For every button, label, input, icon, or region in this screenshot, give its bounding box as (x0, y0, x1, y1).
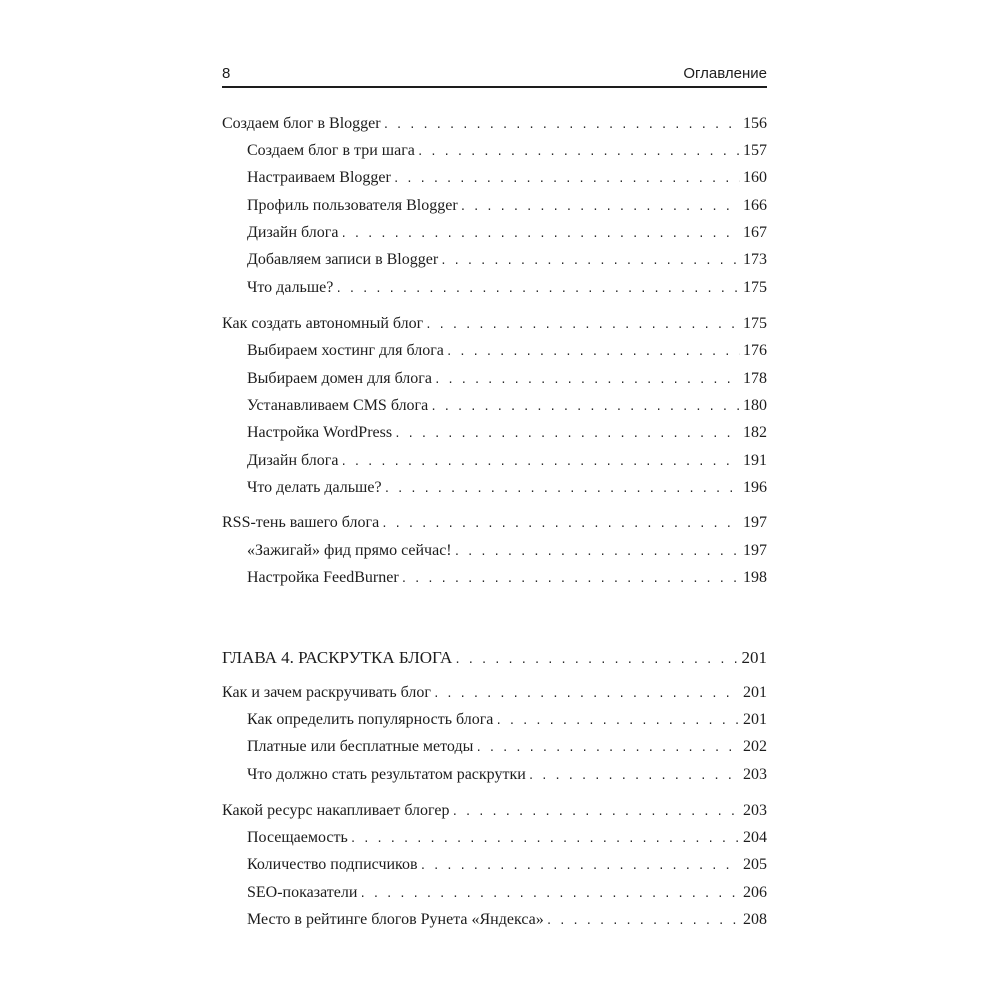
toc-entry-page: 157 (743, 142, 767, 159)
toc-entry-title: SEO-показатели (247, 884, 358, 901)
page-number: 8 (222, 65, 231, 82)
toc-subsection-entry (247, 709, 767, 731)
toc-entry-title: Настройка WordPress (247, 424, 393, 441)
toc-entry-page: 205 (743, 856, 767, 873)
toc-entry-title: Как определить популярность блога (247, 711, 494, 728)
dot-leader (381, 513, 740, 535)
dot-leader (546, 910, 740, 932)
toc-entry-page: 176 (743, 342, 767, 359)
toc-subsection-entry (247, 395, 767, 417)
dot-leader (528, 765, 740, 787)
toc-subsection-entry (247, 249, 767, 271)
toc-section-entry (222, 682, 767, 704)
toc-subsection-entry (247, 882, 767, 904)
toc-subsection-entry (247, 368, 767, 390)
toc-entry-title: Устанавливаем CMS блога (247, 397, 429, 414)
dot-leader (430, 396, 740, 418)
toc-section-entry (222, 512, 767, 534)
dot-leader (420, 855, 740, 877)
running-header-title: Оглавление (683, 65, 767, 82)
toc-subsection-entry (247, 540, 767, 562)
toc-entry-title: Настройка FeedBurner (247, 569, 399, 586)
toc-entry-page: 203 (743, 802, 767, 819)
toc-section-entry (222, 113, 767, 135)
toc-subsection-entry (247, 277, 767, 299)
toc-entry-title: Что делать дальше? (247, 479, 382, 496)
toc-entry-page: 167 (743, 224, 767, 241)
dot-leader (394, 423, 740, 445)
dot-leader (393, 168, 740, 190)
dot-leader (446, 341, 740, 363)
toc-chapter-entry (222, 647, 767, 669)
toc-entry-page: 201 (743, 684, 767, 701)
dot-leader (452, 801, 741, 823)
dot-leader (460, 196, 740, 218)
toc-entry-page: 175 (743, 315, 767, 332)
dot-leader (384, 478, 740, 500)
toc-subsection-entry (247, 736, 767, 758)
toc-entry-title: Что дальше? (247, 279, 334, 296)
toc-entry-title: Как создать автономный блог (222, 315, 424, 332)
dot-leader (495, 710, 740, 732)
toc-entry-title: Создаем блог в три шага (247, 142, 415, 159)
toc-subsection-entry (247, 477, 767, 499)
toc-chapter-title: ГЛАВА 4. РАСКРУТКА БЛОГА (222, 648, 453, 667)
table-of-contents (222, 0, 767, 1000)
toc-entry-page: 191 (743, 452, 767, 469)
toc-entry-title: Дизайн блога (247, 452, 339, 469)
toc-entry-title: Профиль пользователя Blogger (247, 197, 458, 214)
dot-leader (401, 568, 740, 590)
toc-subsection-entry (247, 340, 767, 362)
toc-entry-title: Дизайн блога (247, 224, 339, 241)
toc-entry-page: 180 (743, 397, 767, 414)
dot-leader (359, 883, 740, 905)
toc-subsection-entry (247, 764, 767, 786)
toc-entry-title: Настраиваем Blogger (247, 169, 391, 186)
toc-subsection-entry (247, 567, 767, 589)
toc-subsection-entry (247, 450, 767, 472)
toc-entry-page: 206 (743, 884, 767, 901)
toc-subsection-entry (247, 222, 767, 244)
toc-entry-page: 201 (743, 711, 767, 728)
toc-entry-page: 175 (743, 279, 767, 296)
toc-entry-page: 202 (743, 738, 767, 755)
dot-leader (340, 223, 740, 245)
toc-entry-title: Какой ресурс накапливает блогер (222, 802, 450, 819)
toc-entry-title: Место в рейтинге блогов Рунета «Яндекса» (247, 911, 544, 928)
toc-entry-title: Выбираем хостинг для блога (247, 342, 444, 359)
toc-subsection-entry (247, 854, 767, 876)
toc-entry-page: 178 (743, 370, 767, 387)
toc-entry-page: 198 (743, 569, 767, 586)
toc-entry-title: RSS-тень вашего блога (222, 514, 380, 531)
toc-entry-page: 203 (743, 766, 767, 783)
dot-leader (454, 541, 740, 563)
toc-entry-page: 197 (743, 514, 767, 531)
toc-entry-title: Посещаемость (247, 829, 348, 846)
toc-entry-page: 160 (743, 169, 767, 186)
dot-leader (433, 683, 740, 705)
toc-entry-page: 156 (743, 115, 767, 132)
toc-entry-page: 204 (743, 829, 767, 846)
toc-subsection-entry (247, 827, 767, 849)
dot-leader (434, 369, 740, 391)
toc-entry-title: Выбираем домен для блога (247, 370, 432, 387)
toc-subsection-entry (247, 167, 767, 189)
dot-leader (417, 141, 740, 163)
dot-leader (440, 250, 740, 272)
toc-entry-page: 208 (743, 911, 767, 928)
toc-entry-page: 201 (741, 648, 767, 667)
toc-subsection-entry (247, 422, 767, 444)
dot-leader (350, 828, 740, 850)
toc-entry-title: Добавляем записи в Blogger (247, 251, 439, 268)
toc-entry-title: Количество подписчиков (247, 856, 418, 873)
dot-leader (340, 451, 740, 473)
toc-entry-page: 166 (743, 197, 767, 214)
toc-subsection-entry (247, 195, 767, 217)
toc-entry-title: «Зажигай» фид прямо сейчас! (247, 542, 452, 559)
toc-entry-title: Как и зачем раскручивать блог (222, 684, 431, 701)
dot-leader (425, 314, 740, 336)
toc-entry-title: Платные или бесплатные методы (247, 738, 474, 755)
toc-entry-title: Создаем блог в Blogger (222, 115, 381, 132)
toc-entry-page: 196 (743, 479, 767, 496)
dot-leader (383, 114, 740, 136)
toc-subsection-entry (247, 140, 767, 162)
dot-leader (454, 649, 738, 671)
dot-leader (475, 737, 740, 759)
toc-entry-page: 173 (743, 251, 767, 268)
toc-section-entry (222, 800, 767, 822)
toc-subsection-entry (247, 909, 767, 931)
toc-entry-title: Что должно стать результатом раскрутки (247, 766, 526, 783)
dot-leader (335, 278, 740, 300)
toc-entry-page: 197 (743, 542, 767, 559)
toc-entry-page: 182 (743, 424, 767, 441)
toc-section-entry (222, 313, 767, 335)
